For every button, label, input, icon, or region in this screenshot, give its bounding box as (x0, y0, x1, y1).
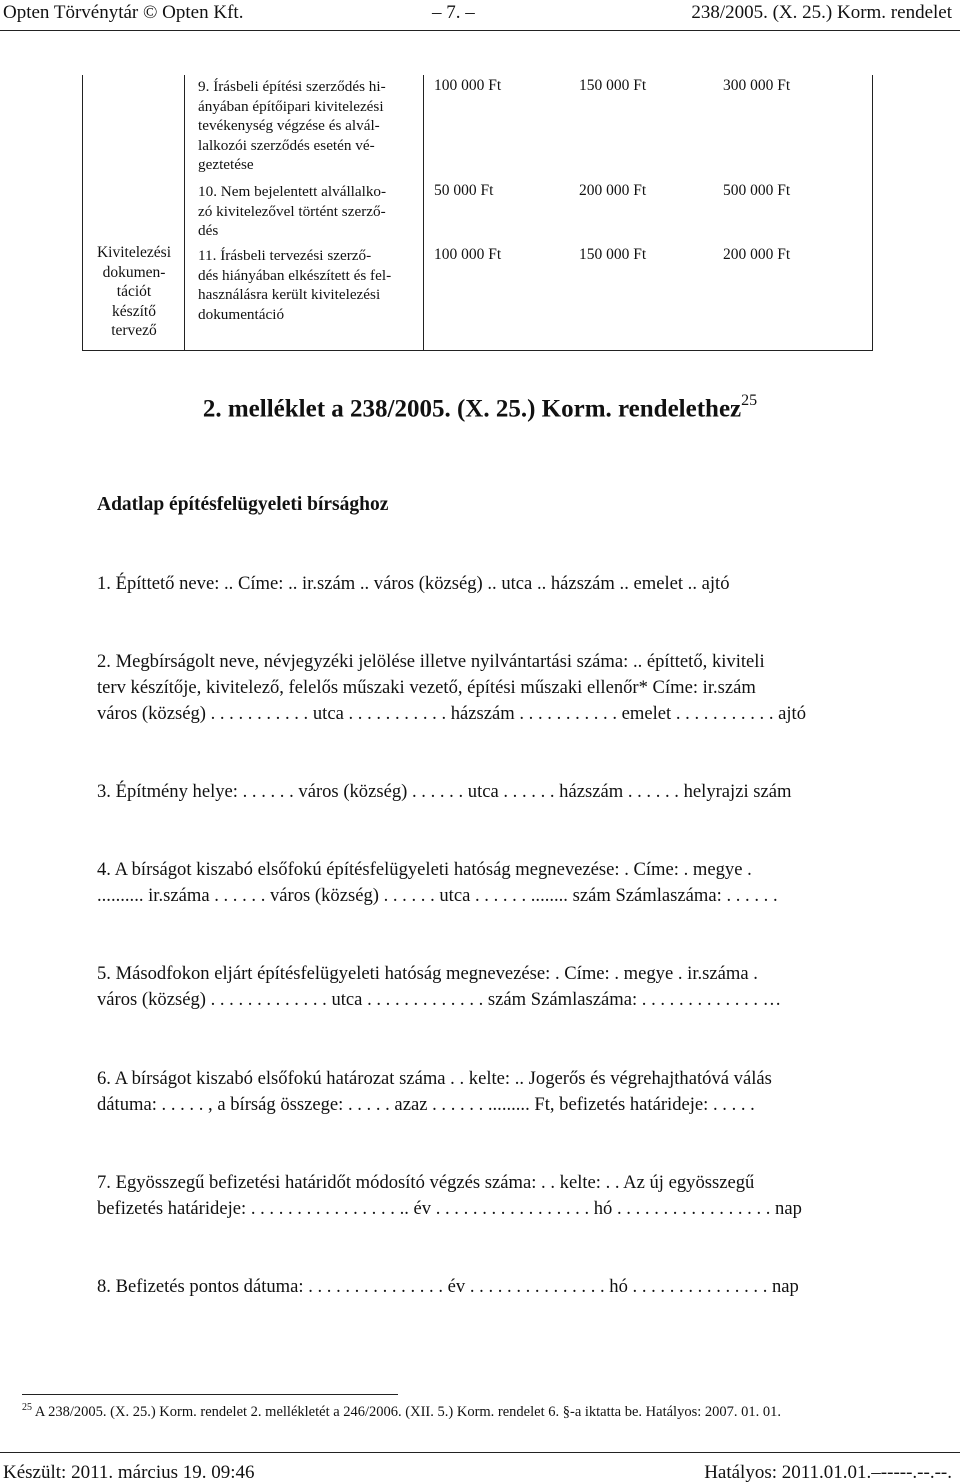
amount-cell: 150 000 Ft (579, 246, 647, 263)
table-border-bottom (82, 350, 873, 351)
header-page-number: – 7. – (432, 2, 475, 23)
amount-cell: 100 000 Ft (434, 77, 502, 94)
form-item-5: 5. Másodfokon eljárt építésfelügyeleti hatóság megnevezése: . Címe: . megye . ir.száma . város (község) . . . . . . . . . . . . . utca . . . . . . . . . . . . . szám Számlaszáma: . . . . . . . . . . . . . … (97, 963, 782, 1010)
footer-rule (0, 1452, 960, 1453)
page-header (0, 2, 960, 28)
role-cell: Kivitelezési dokumen- tációt készítő tervező (96, 244, 172, 339)
footnote (22, 1402, 781, 1421)
form-subtitle: Adatlap építésfelügyeleti bírsághoz (97, 494, 389, 515)
table-divider-1 (184, 75, 185, 351)
table-border-right (872, 75, 873, 351)
footer-created: Készült: 2011. március 19. 09:46 (3, 1462, 255, 1483)
footnote-number: 25 (22, 1402, 32, 1413)
footnote-text: A 238/2005. (X. 25.) Korm. rendelet 2. mellékletét a 246/2006. (XII. 5.) Korm. rendelet 6. §-a iktatta be. Hatályos: 2007. 01. 01. (34, 1403, 781, 1420)
form-item-7: 7. Egyösszegű befizetési határidőt módosító végzés száma: . . kelte: . . Az új egyösszegű befizetés határideje: . . . . . . . . . . . . . . . . .. év . . . . . . . . . . . . . . . . . hó . . . . . . . . . . . . . . . . . nap (97, 1172, 802, 1219)
annex-title: 2. melléklet a 238/2005. (X. 25.) Korm. rendelethez$^{25}$ (202, 392, 758, 423)
table-divider-2 (423, 75, 424, 351)
form-item-6: 6. A bírságot kiszabó elsőfokú határozat száma . . kelte: .. Jogerős és végrehajthatóvá válás dátuma: . . . . . , a bírság összege: . . . . . azaz . . . . . . ......... Ft, befizetés határideje: . . . . . (97, 1068, 772, 1115)
amount-cell: 500 000 Ft (723, 182, 791, 199)
amount-cell: 100 000 Ft (434, 246, 502, 263)
desc-row-11: 11. Írásbeli tervezési szerző- dés hiányában elkészített és fel- használásra került kivitelezési dokumentáció (198, 247, 392, 323)
form-item-2: 2. Megbírságolt neve, névjegyzéki jelölése illetve nyilvántartási száma: .. építtető, kiviteli terv készítője, kivitelező, felelős műszaki vezető, építési műszaki ellenőr* Címe: ir.szám város (község) . . . . . . . . . . . utca . . . . . . . . . . . házszám . . . . . . . . . . . emelet . . . . . . . . . . . ajtó (97, 651, 807, 724)
amount-cell: 200 000 Ft (723, 246, 791, 263)
footnote-rule (22, 1394, 398, 1395)
table-border-left (82, 75, 83, 351)
amount-cell: 50 000 Ft (434, 182, 494, 199)
footer-effective: Hatályos: 2011.01.01.–-----.--.--. (704, 1462, 952, 1483)
amount-cell: 150 000 Ft (579, 77, 647, 94)
header-rule (0, 30, 960, 31)
desc-row-10: 10. Nem bejelentett alvállalko- zó kivitelezővel történt szerző- dés (198, 183, 387, 239)
amount-cell: 200 000 Ft (579, 182, 647, 199)
fine-table (82, 75, 873, 351)
form-item-3: 3. Építmény helye: . . . . . . város (község) . . . . . . utca . . . . . . házszám . . . . . . helyrajzi szám (97, 781, 792, 802)
header-document-title: 238/2005. (X. 25.) Korm. rendelet (691, 2, 952, 23)
form-item-8: 8. Befizetés pontos dátuma: . . . . . . . . . . . . . . . év . . . . . . . . . . . . . . . hó . . . . . . . . . . . . . . . nap (97, 1276, 799, 1297)
header-publisher: Opten Törvénytár © Opten Kft. (3, 2, 244, 23)
form-item-4: 4. A bírságot kiszabó elsőfokú építésfelügyeleti hatóság megnevezése: . Címe: . megye . .......... ir.száma . . . . . . város (község) . . . . . . utca . . . . . . ........ szám Számlaszáma: . . . . . . (97, 859, 778, 906)
desc-row-9: 9. Írásbeli építési szerződés hi- ányában építőipari kivitelezési tevékenység végzése és alvál- lalkozói szerződés esetén vé- geztetése (198, 78, 386, 173)
footnote-reference: 25 (741, 392, 758, 409)
amount-cell: 300 000 Ft (723, 77, 791, 94)
form-item-1: 1. Építtető neve: .. Címe: .. ir.szám .. város (község) .. utca .. házszám .. emelet .. ajtó (97, 573, 730, 594)
